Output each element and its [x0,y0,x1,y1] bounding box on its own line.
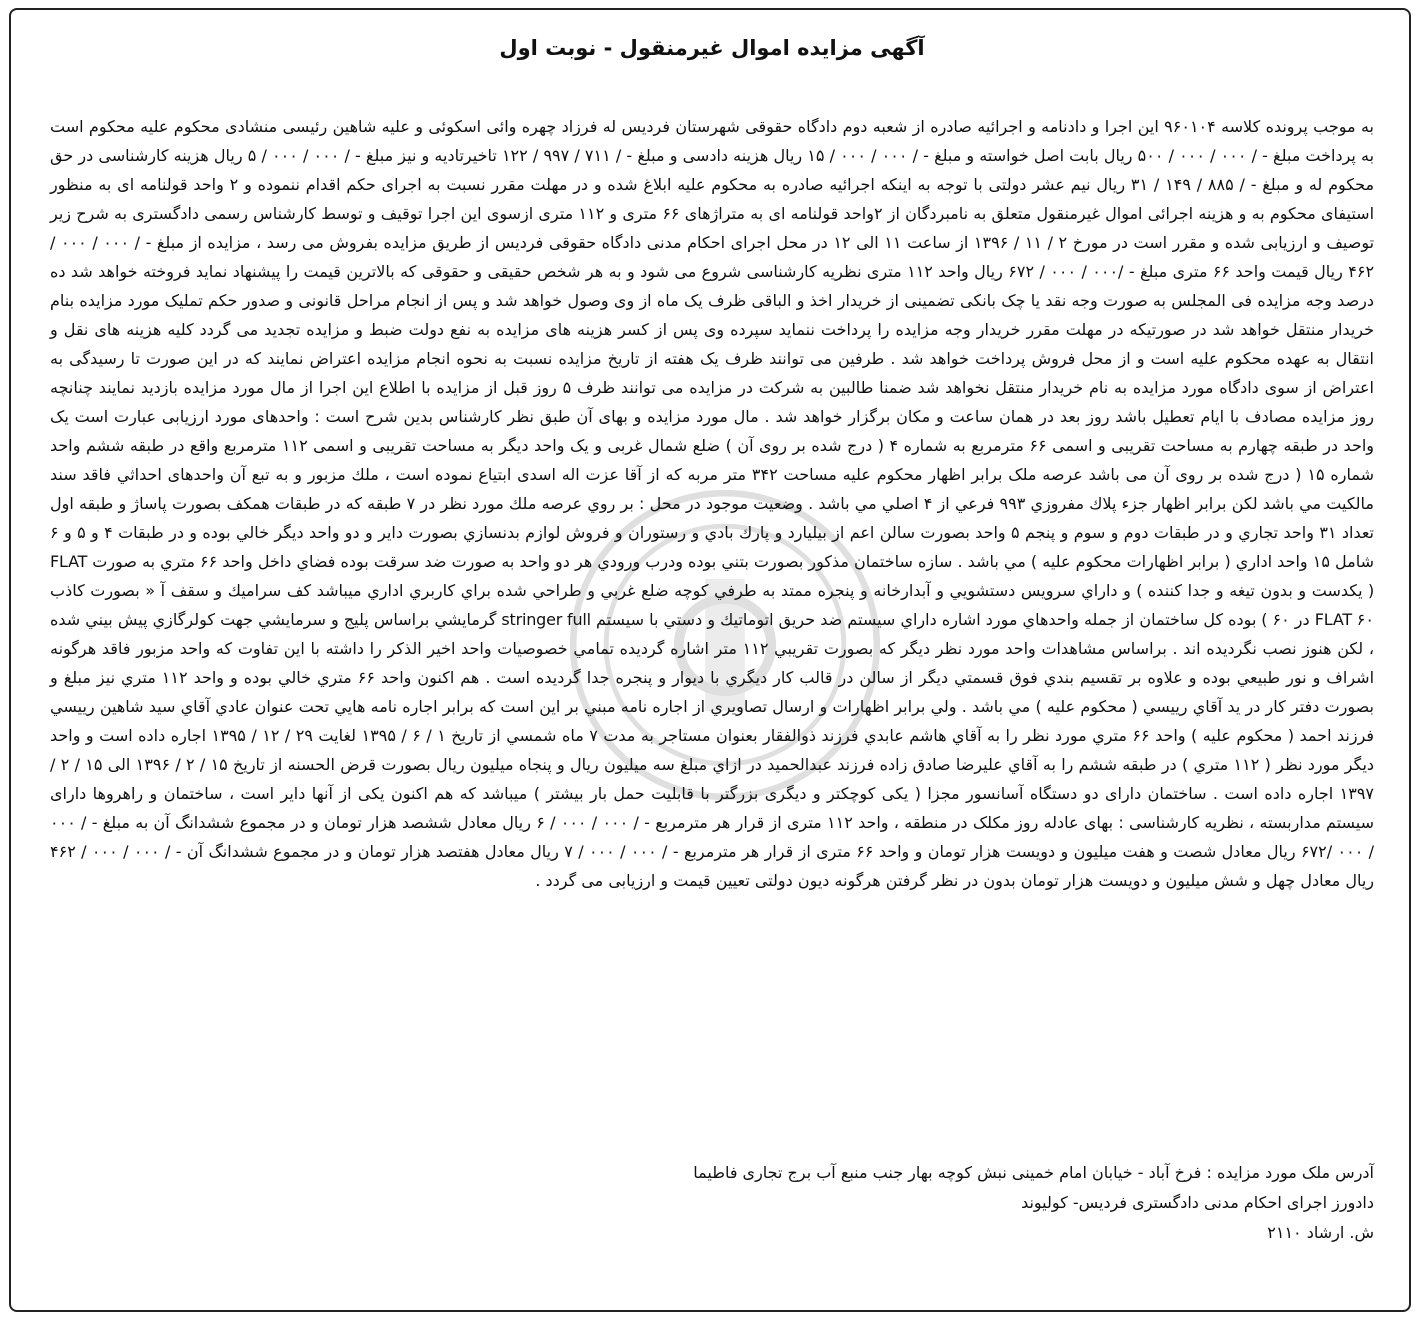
notice-body [50,112,1374,895]
property-address: آدرس ملک مورد مزایده : فرخ آباد - خیابان امام خمینی نبش کوچه بهار جنب منبع آب برج تجاری فاطیما [693,1163,1374,1182]
notice-body-paragraph: به موجب پرونده کلاسه ۹۶۰۱۰۴ این اجرا و دادنامه و اجرائیه صادره از شعبه دوم دادگاه حقوقی شهرستان فردیس له فرزاد چهره وائی اسکوئی و علیه شاهین رئیسی منشادی محکوم علیه محکوم است به پرداخت مبلغ - / ۰۰۰ / ۰۰۰ / ۵۰۰ ریال بابت اصل خواسته و مبلغ - / ۰۰۰ / ۰۰۰ / ۱۵ ریال هزینه دادسی و مبلغ - / ۷۱۱ / ۹۹۷ / ۱۲۲ تاخیرتادیه و نیز مبلغ - / ۰۰۰ / ۰۰۰ / ۵ ریال هزینه کارشناسی در حق محکوم له و مبلغ - / ۸۸۵ / ۱۴۹ / ۳۱ ریال نیم عشر دولتی با توجه به اینکه اجرائیه صادره به محکوم علیه ابلاغ شده و در مهلت مقرر نسبت به اجرای حکم اقدام ننموده و ۲ واحد قولنامه ای به منظور استیفای محکوم به و هزینه اجرائی اموال غیرمنقول متعلق به نامبردگان از ۲واحد قولنامه ای به متراژهای ۶۶ متری و ۱۱۲ متری ازسوی این اجرا توقیف و توسط کارشناس رسمی دادگستری به شرح زیر توصیف و ارزیابی شده و مقرر است در مورخ ۲ / ۱۱ / ۱۳۹۶ از ساعت ۱۱ الی ۱۲ در محل اجرای احکام مدنی دادگاه حقوقی فردیس از طریق مزایده بفروش می رسد ، مزایده از مبلغ - / ۰۰۰ / ۰۰۰ / ۴۶۲ ریال قیمت واحد ۶۶ متری مبلغ - /۰۰۰ / ۰۰۰ / ۶۷۲ ریال واحد ۱۱۲ متری نظریه کارشناسی شروع می شود و به هر شخص حقیقی و حقوقی که بالاترین قیمت را پیشنهاد نماید فروخته خواهد شد ده درصد وجه مزایده فی المجلس به صورت وجه نقد یا چک بانکی تضمینی از خریدار اخذ و الباقی ظرف یک ماه از وی وصول خواهد شد و پس از انجام مراحل قانونی و صدور حکم تملیک مورد مزایده بنام خریدار منتقل خواهد شد در صورتیکه در مهلت مقرر خریدار وجه مزایده را پرداخت ننماید سپرده وی پس از کسر هزینه های مزایده به نفع دولت ضبط و مزایده تجدید می گردد کلیه هزینه های نقل و انتقال به عهده محکوم علیه است و از محل فروش پرداخت خواهد شد . طرفین می توانند ظرف یک هفته از تاریخ مزایده نسبت به نحوه انجام مزایده اعتراض نمایند که در این صورت تا رسیدگی به اعتراض از سوی دادگاه مورد مزایده به نام خریدار منتقل نخواهد شد ضمنا طالبین به شرکت در مزایده می توانند ظرف ۵ روز قبل از مزایده با اطلاع این اجرا از مال مورد مزایده بازدید نمایند چنانچه روز مزایده مصادف با ایام تعطیل باشد روز بعد در همان ساعت و مکان برگزار خواهد شد . مال مورد مزایده و بهای آن طبق نظر کارشناس بدین شرح است : واحدهای مورد ارزیابی عبارت است یک واحد در طبقه چهارم به مساحت تقریبی و اسمی ۶۶ مترمربع به شماره ۴ ( درج شده بر روی آن ) ضلع شمال غربی و یک واحد دیگر به مساحت تقریبی و اسمی ۱۱۲ مترمربع واقع در طبقه ششم واحد شماره ۱۵ ( درج شده بر روی آن می باشد عرصه ملک برابر اظهار محکوم علیه مساحت ۳۴۲ متر مربه که از آقا عزت اله اسدی ابتیاع نموده است ، ملك مزبور و به تبع آن واحدهای احداثي فاقد سند مالکيت مي باشد لكن برابر اظهار جزء پلاك مفروزي ۹۹۳ فرعي از ۴ اصلي مي باشد . وضعيت موجود در محل : بر روي عرصه ملك مورد نظر در ۷ طبقه كه در طبقات همكف بصورت پاساژ و طبقه اول تعداد ۳۱ واحد تجاري و در طبقات دوم و سوم و پنجم ۵ واحد بصورت سالن اعم از بيليارد و پارك بادي و رستوران و فروش لوازم بدنسازي بصورت داير و دو واحد ديگر خالي بوده و در طبقات ۴ و ۵ و ۶ شامل ۱۵ واحد اداري ( برابر اظهارات محكوم عليه ) مي باشد . سازه ساختمان مذكور بصورت بتني بوده ودرب ورودي هر دو واحد به صورت ضد سرقت بوده فضاي داخل واحد ۶۶ متري به صورت FLAT ( يكدست و بدون تيغه و جدا كننده ) و داراي سرويس دستشويي و آبدارخانه و پنجره ممتد به طرفي كوچه ضلع غربي و طراحي شده براي كاربري اداري ميباشد كف سراميك و سقف آ « بصورت كاذب FLAT ۶۰ در ۶۰ ) بوده كل ساختمان از جمله واحدهاي مورد اشاره داراي سيستم ضد حريق اتوماتيك و دستي با سيستم stringer full گرمايشي براساس پليج و سرمايشي جهت كولرگازي پيش بيني شده ، لكن هنوز نصب نگرديده اند . براساس مشاهدات واحد مورد نظر ديگر كه بصورت تقريبي ۱۱۲ متر اشاره گرديده تمامي خصوصيات واحد اخير الذكر را داشته با اين تفاوت كه واحد مزبور فاقد هرگونه اشراف و نور طبيعي بوده و علاوه بر تقسيم بندي فوق قسمتي ديگر از سالن در قالب كار ديگري با ديوار و پنجره جدا گرديده است . هم اكنون واحد ۶۶ متري خالي بوده و واحد ۱۱۲ متري نيز مبلغ و بصورت دفتر كار در يد آقاي رييسي ( محكوم عليه ) مي باشد . ولي برابر اظهارات و ارسال تصاويري از اجاره نامه مبني بر اين است كه برابر اجاره نامه هايي تحت عنوان عادي آقاي سيد شاهين رييسي فرزند احمد ( محكوم عليه ) واحد ۶۶ متري مورد نظر را به آقاي هاشم عابدي فرزند ذوالفقار بعنوان مستاجر به مدت ۷ ماه شمسي از تاريخ ۱ / ۶ / ۱۳۹۵ لغايت ۲۹ / ۱۲ / ۱۳۹۵ اجاره داده است و واحد ديگر مورد نظر ( ۱۱۲ متري ) در طبقه ششم را به آقاي عليرضا صادق زاده فرزند عبدالحميد در ازاي مبلغ سه ميليون ريال و پنجاه ميليون ريال بصورت قرض الحسنه از تاريخ ۱۵ / ۲ / ۱۳۹۶ الی ۱۵ / ۲ / ۱۳۹۷ اجاره داده است . ساختمان دارای دو دستگاه آسانسور مجزا ( یکی کوچکتر و دیگری بزرگتر با قابلیت حمل بار بیشتر ) میباشد که هم اکنون یکی از آنها دایر است ، ساختمان و راهروها دارای سیستم مداربسته ، نظریه کارشناسی : بهای عادله روز مکلک در منطقه ، واحد ۱۱۲ متری از قرار هر مترمربع - / ۰۰۰ / ۰۰۰ / ۶ ریال معادل ششصد هزار تومان و در مجموع ششدانگ آن به مبلغ - / ۰۰۰ / ۰۰۰ /۶۷۲ ریال معادل شصت و هفت میلیون و دویست هزار تومان و واحد ۶۶ متری از قرار هر مترمربع - / ۰۰۰ / ۰۰۰ / ۷ ریال معادل هفتصد هزار تومان و در مجموع ششدانگ آن - / ۰۰۰ / ۰۰۰ / ۴۶۲ ریال معادل چهل و شش میلیون و دویست هزار تومان بدون در نظر گرفتن هرگونه دیون دولتی تعیین قیمت و ارزیابی می گردد . [50,117,1375,890]
notice-footer [50,1158,1374,1248]
signature-line: دادورز اجرای احکام مدنی دادگستری فردیس- کولیوند [1021,1193,1374,1212]
reference-number: ش. ارشاد ۲۱۱۰ [1267,1223,1374,1242]
notice-title: آگهی مزایده اموال غیرمنقول - نوبت اول [499,36,925,60]
